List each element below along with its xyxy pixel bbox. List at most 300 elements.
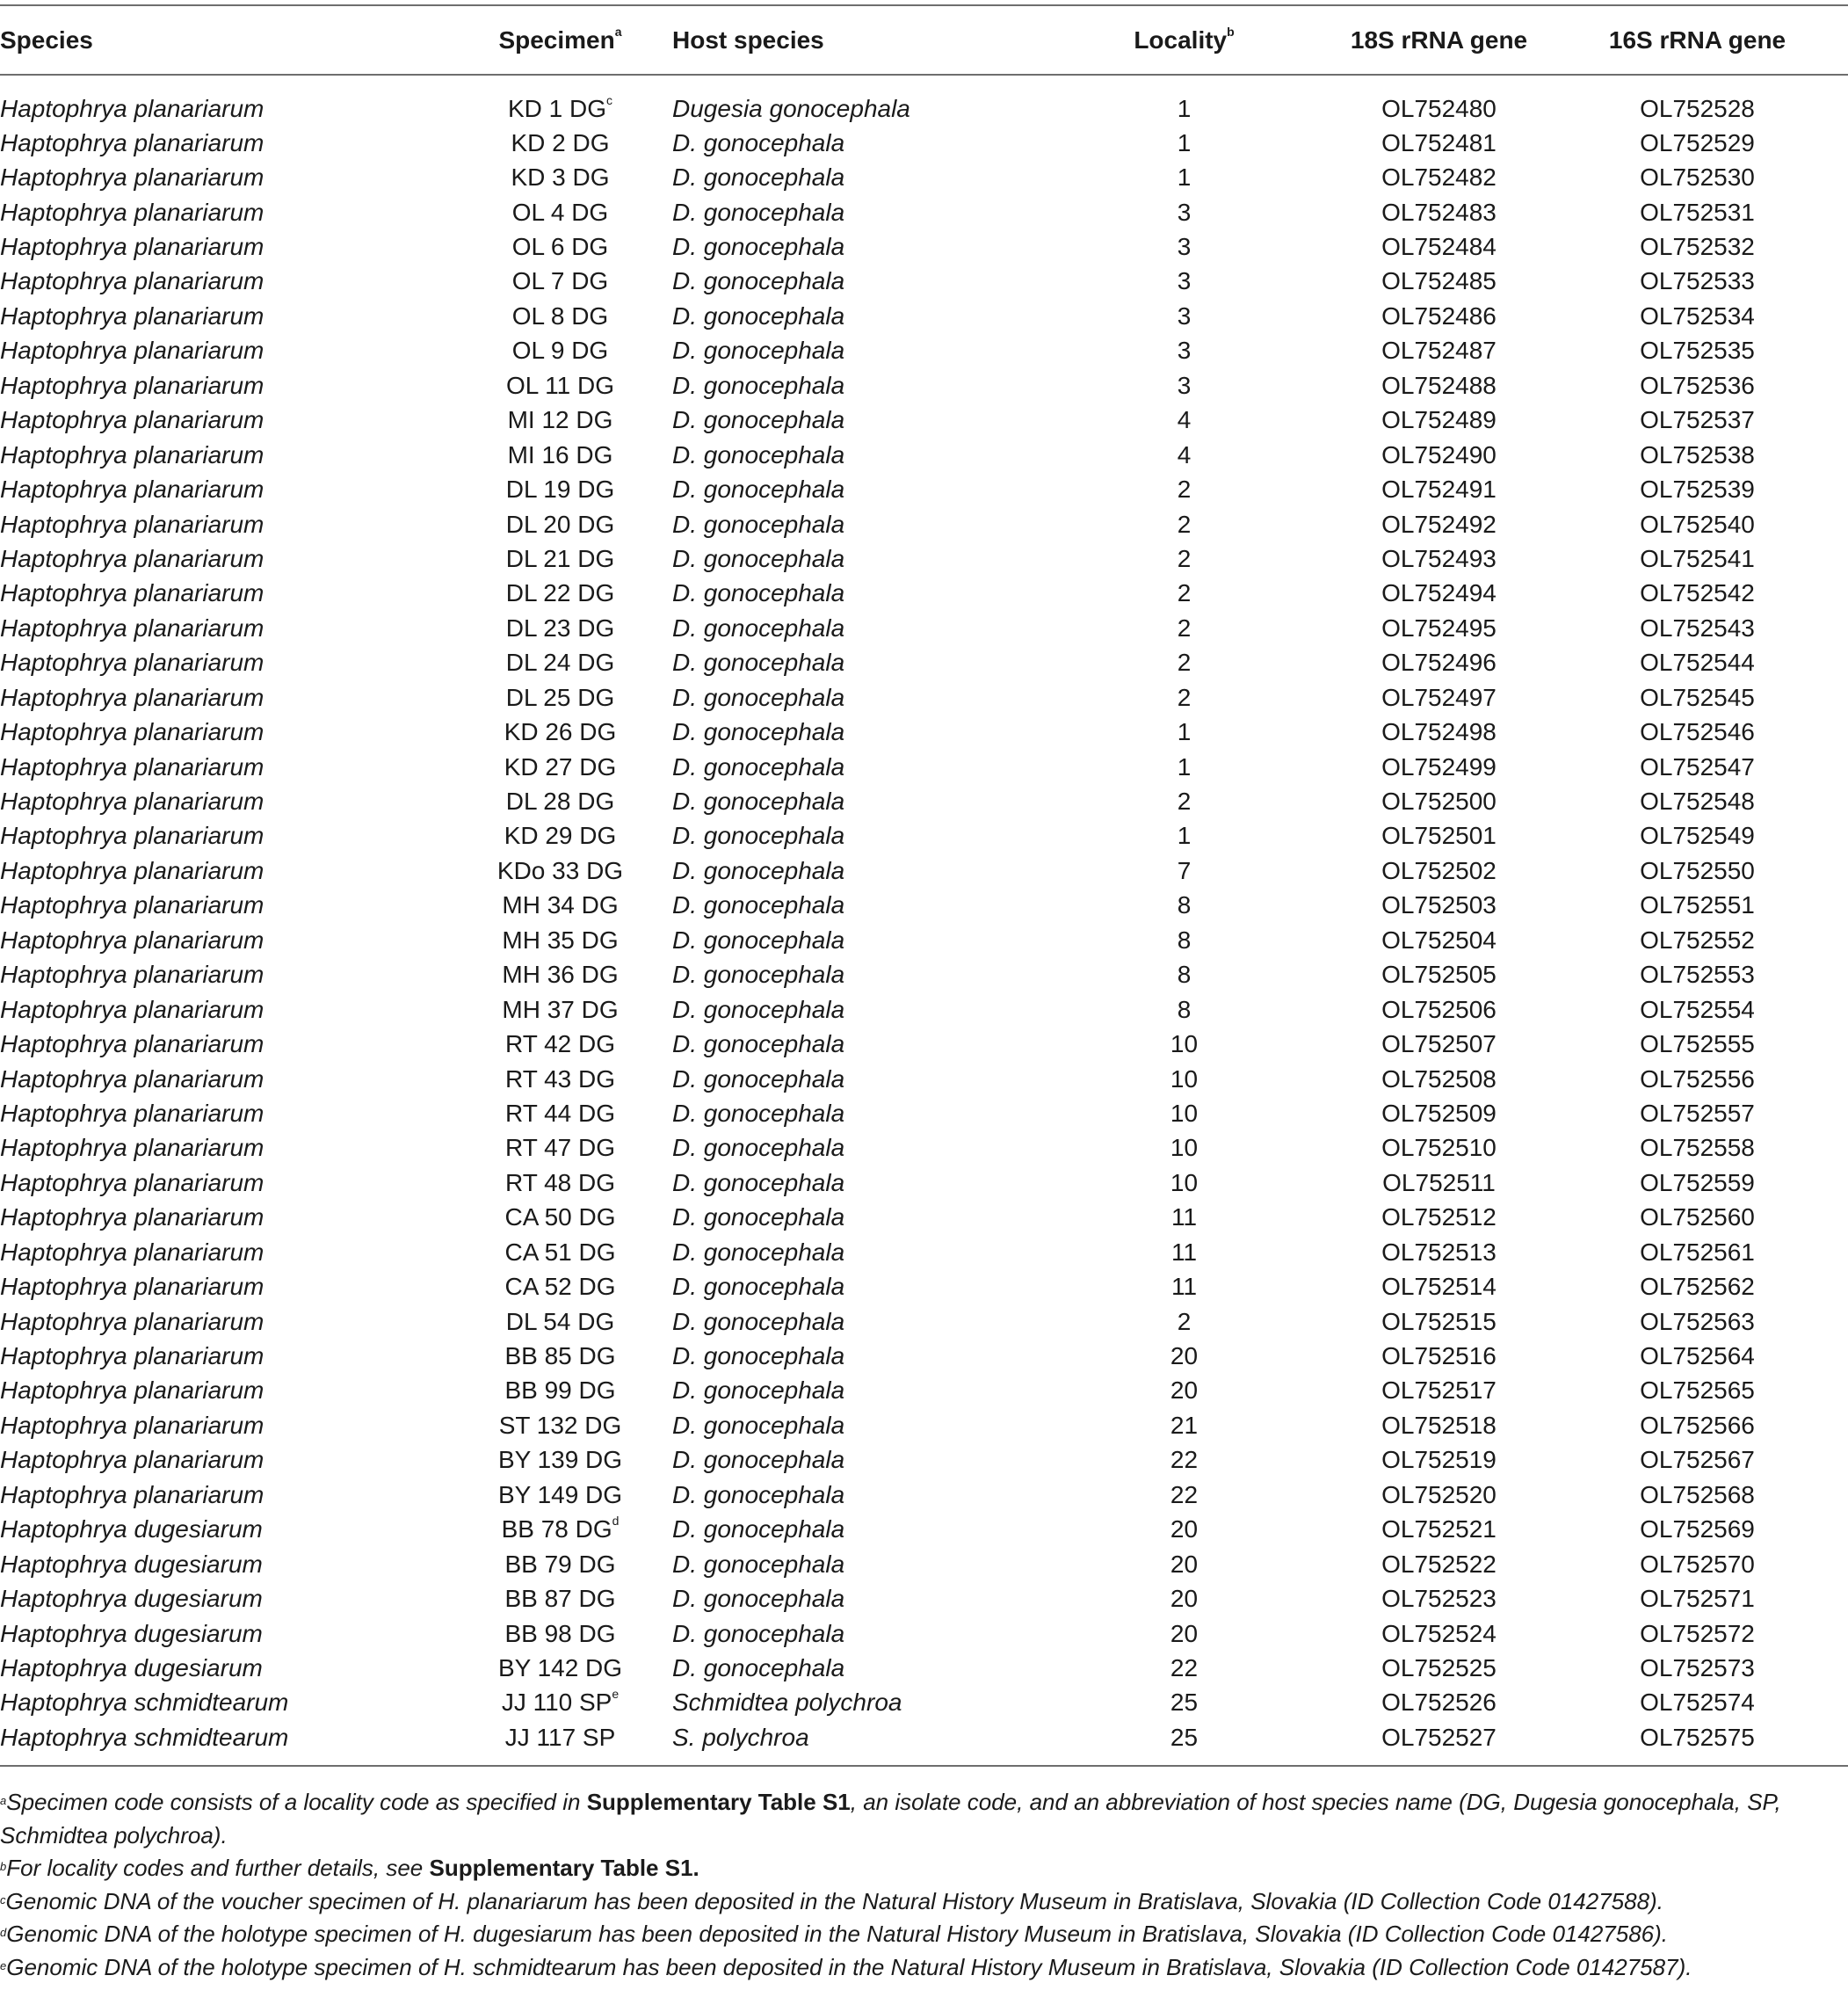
cell-host-species-text: D. gonocephala <box>672 579 845 607</box>
cell-species <box>0 126 448 160</box>
cell-specimen <box>448 1201 672 1235</box>
cell-species-text: Haptophrya planariarum <box>0 1411 265 1439</box>
cell-locality-text: 1 <box>1177 163 1192 192</box>
table-row <box>0 1096 1848 1130</box>
cell-species-text: Haptophrya dugesiarum <box>0 1515 263 1543</box>
cell-18s-accession-text: OL752493 <box>1381 544 1497 572</box>
cell-species-text: Haptophrya planariarum <box>0 1064 265 1093</box>
cell-18s-accession <box>1331 126 1547 160</box>
cell-species-text: Haptophrya planariarum <box>0 233 265 261</box>
footnote-text: Genomic DNA of the holotype specimen of H. schmidtearum has been deposited in the Natural History Museum in Bratislava, Slovakia (ID Collection Code 01427587). <box>6 1953 1692 1980</box>
cell-host-species-text: D. gonocephala <box>672 163 845 192</box>
cell-locality-text: 2 <box>1177 788 1192 816</box>
cell-18s-accession-text: OL752518 <box>1381 1411 1497 1439</box>
cell-host-species-text: D. gonocephala <box>672 1168 845 1196</box>
cell-16s-accession-text: OL752554 <box>1640 995 1755 1023</box>
cell-locality <box>1037 1651 1331 1685</box>
cell-host-species-text: D. gonocephala <box>672 995 845 1023</box>
cell-specimen-text: MI 16 DG <box>507 440 613 468</box>
cell-locality <box>1037 541 1331 576</box>
cell-18s-accession <box>1331 992 1547 1027</box>
cell-host-species <box>672 1339 1037 1373</box>
cell-16s-accession <box>1547 1513 1848 1547</box>
cell-specimen-text: CA 50 DG <box>504 1203 616 1231</box>
cell-host-species <box>672 853 1037 888</box>
cell-species-text: Haptophrya planariarum <box>0 718 265 746</box>
cell-specimen-text: DL 22 DG <box>505 579 615 607</box>
cell-locality <box>1037 1096 1331 1130</box>
cell-specimen <box>448 577 672 611</box>
cell-host-species-text: D. gonocephala <box>672 371 845 399</box>
cell-18s-accession-text: OL752513 <box>1381 1238 1497 1266</box>
cell-18s-accession-text: OL752482 <box>1381 163 1497 192</box>
cell-species-text: Haptophrya planariarum <box>0 440 265 468</box>
cell-specimen <box>448 75 672 126</box>
header-specimen-footnote-mark: a <box>614 24 622 39</box>
cell-18s-accession-text: OL752507 <box>1381 1030 1497 1058</box>
cell-locality-text: 2 <box>1177 476 1192 504</box>
cell-locality <box>1037 438 1331 472</box>
table-row <box>0 1581 1848 1616</box>
cell-specimen <box>448 1235 672 1269</box>
cell-specimen-text: CA 51 DG <box>504 1238 616 1266</box>
cell-18s-accession <box>1331 1062 1547 1096</box>
table-row <box>0 160 1848 194</box>
cell-locality-text: 4 <box>1177 440 1192 468</box>
cell-18s-accession <box>1331 853 1547 888</box>
table-row <box>0 1547 1848 1581</box>
table-row <box>0 1443 1848 1478</box>
cell-locality <box>1037 1478 1331 1512</box>
cell-18s-accession-text: OL752524 <box>1381 1619 1497 1647</box>
cell-host-species-text: Schmidtea polychroa <box>672 1689 902 1717</box>
cell-host-species-text: Dugesia gonocephala <box>672 95 910 122</box>
cell-specimen <box>448 160 672 194</box>
cell-species <box>0 1408 448 1442</box>
cell-16s-accession-text: OL752562 <box>1640 1273 1755 1301</box>
cell-locality <box>1037 195 1331 229</box>
cell-18s-accession-text: OL752523 <box>1381 1585 1497 1613</box>
cell-species <box>0 923 448 957</box>
cell-species-text: Haptophrya planariarum <box>0 961 265 989</box>
cell-18s-accession-text: OL752504 <box>1381 926 1497 954</box>
table-row <box>0 992 1848 1027</box>
header-species-label: Species <box>0 25 93 54</box>
specimen-footnote-mark: e <box>612 1687 620 1702</box>
cell-species-text: Haptophrya planariarum <box>0 544 265 572</box>
cell-16s-accession-text: OL752566 <box>1640 1411 1755 1439</box>
cell-species-text: Haptophrya planariarum <box>0 267 265 295</box>
table-row <box>0 646 1848 680</box>
cell-18s-accession <box>1331 1547 1547 1581</box>
cell-16s-accession-text: OL752538 <box>1640 440 1755 468</box>
cell-16s-accession-text: OL752573 <box>1640 1653 1755 1681</box>
cell-locality-text: 3 <box>1177 337 1192 365</box>
cell-16s-accession-text: OL752557 <box>1640 1099 1755 1127</box>
cell-specimen <box>448 611 672 645</box>
cell-specimen-text: BY 142 DG <box>497 1653 623 1681</box>
table-row <box>0 229 1848 264</box>
cell-specimen <box>448 1304 672 1339</box>
cell-18s-accession <box>1331 1304 1547 1339</box>
cell-18s-accession-text: OL752503 <box>1381 891 1497 919</box>
cell-species-text: Haptophrya planariarum <box>0 995 265 1023</box>
cell-host-species <box>672 403 1037 438</box>
cell-18s-accession <box>1331 195 1547 229</box>
cell-host-species <box>672 1616 1037 1651</box>
cell-18s-accession-text: OL752496 <box>1381 649 1497 677</box>
cell-16s-accession-text: OL752540 <box>1640 510 1755 538</box>
cell-16s-accession-text: OL752528 <box>1640 95 1755 122</box>
cell-locality <box>1037 299 1331 333</box>
cell-16s-accession <box>1547 368 1848 403</box>
header-16s-label: 16S rRNA gene <box>1608 25 1786 54</box>
cell-species <box>0 715 448 749</box>
cell-locality <box>1037 784 1331 818</box>
cell-host-species <box>672 1166 1037 1200</box>
table-row <box>0 1651 1848 1685</box>
cell-specimen <box>448 1096 672 1130</box>
cell-18s-accession-text: OL752505 <box>1381 961 1497 989</box>
cell-16s-accession-text: OL752529 <box>1640 128 1755 156</box>
cell-16s-accession <box>1547 126 1848 160</box>
specimen-footnote-mark: d <box>612 1514 620 1529</box>
cell-host-species <box>672 646 1037 680</box>
cell-18s-accession <box>1331 611 1547 645</box>
cell-18s-accession <box>1331 1443 1547 1478</box>
cell-species-text: Haptophrya planariarum <box>0 301 265 330</box>
cell-locality <box>1037 1062 1331 1096</box>
footnote-text: Genomic DNA of the holotype specimen of H. dugesiarum has been deposited in the Natural History Museum in Bratislava, Slovakia (ID Collection Code 01427586). <box>6 1921 1669 1947</box>
table-row <box>0 1686 1848 1720</box>
cell-16s-accession-text: OL752552 <box>1640 926 1755 954</box>
cell-locality-text: 10 <box>1170 1064 1199 1093</box>
cell-species <box>0 784 448 818</box>
cell-locality <box>1037 958 1331 992</box>
cell-16s-accession-text: OL752535 <box>1640 337 1755 365</box>
cell-host-species-text: D. gonocephala <box>672 406 845 434</box>
cell-species <box>0 75 448 126</box>
cell-locality <box>1037 680 1331 715</box>
cell-species <box>0 1686 448 1720</box>
cell-16s-accession <box>1547 265 1848 299</box>
cell-locality-text: 1 <box>1177 752 1192 781</box>
cell-locality <box>1037 923 1331 957</box>
cell-locality-text: 20 <box>1170 1342 1199 1370</box>
cell-locality-text: 25 <box>1170 1689 1199 1717</box>
cell-specimen <box>448 403 672 438</box>
cell-16s-accession <box>1547 1581 1848 1616</box>
cell-18s-accession-text: OL752499 <box>1381 752 1497 781</box>
cell-locality <box>1037 1166 1331 1200</box>
cell-specimen-text: MH 34 DG <box>502 891 619 919</box>
cell-locality <box>1037 819 1331 853</box>
cell-locality-text: 8 <box>1177 926 1192 954</box>
header-host-label: Host species <box>672 25 824 54</box>
cell-18s-accession <box>1331 1096 1547 1130</box>
cell-locality-text: 2 <box>1177 579 1192 607</box>
table-body <box>0 75 1848 1766</box>
cell-18s-accession-text: OL752487 <box>1381 337 1497 365</box>
cell-host-species-text: D. gonocephala <box>672 198 845 226</box>
cell-16s-accession-text: OL752542 <box>1640 579 1755 607</box>
cell-18s-accession-text: OL752514 <box>1381 1273 1497 1301</box>
cell-locality <box>1037 577 1331 611</box>
cell-specimen-text: KD 1 DG <box>507 95 607 122</box>
cell-16s-accession <box>1547 1027 1848 1061</box>
cell-species <box>0 1720 448 1766</box>
cell-species-text: Haptophrya planariarum <box>0 1376 265 1405</box>
table-row <box>0 472 1848 506</box>
cell-18s-accession <box>1331 1686 1547 1720</box>
cell-specimen-text: DL 54 DG <box>505 1307 615 1335</box>
cell-16s-accession-text: OL752560 <box>1640 1203 1755 1231</box>
cell-locality <box>1037 1374 1331 1408</box>
cell-16s-accession-text: OL752564 <box>1640 1342 1755 1370</box>
cell-18s-accession <box>1331 75 1547 126</box>
cell-18s-accession <box>1331 438 1547 472</box>
cell-specimen-text: MH 36 DG <box>502 961 619 989</box>
table-footnotes <box>0 1786 1837 1984</box>
cell-host-species <box>672 1304 1037 1339</box>
cell-16s-accession <box>1547 784 1848 818</box>
table-row <box>0 265 1848 299</box>
cell-host-species-text: D. gonocephala <box>672 752 845 781</box>
cell-species-text: Haptophrya planariarum <box>0 752 265 781</box>
cell-locality <box>1037 1547 1331 1581</box>
cell-18s-accession <box>1331 750 1547 784</box>
cell-host-species-text: D. gonocephala <box>672 1585 845 1613</box>
cell-species <box>0 1513 448 1547</box>
cell-specimen <box>448 368 672 403</box>
cell-16s-accession-text: OL752567 <box>1640 1446 1755 1474</box>
cell-species-text: Haptophrya schmidtearum <box>0 1689 289 1717</box>
cell-host-species <box>672 75 1037 126</box>
cell-16s-accession <box>1547 195 1848 229</box>
cell-species <box>0 265 448 299</box>
cell-specimen <box>448 1408 672 1442</box>
cell-16s-accession <box>1547 750 1848 784</box>
cell-specimen <box>448 1339 672 1373</box>
cell-18s-accession-text: OL752506 <box>1381 995 1497 1023</box>
table-row <box>0 1478 1848 1512</box>
cell-host-species <box>672 507 1037 541</box>
cell-16s-accession-text: OL752561 <box>1640 1238 1755 1266</box>
cell-species-text: Haptophrya planariarum <box>0 1030 265 1058</box>
cell-16s-accession <box>1547 403 1848 438</box>
cell-locality-text: 10 <box>1170 1099 1199 1127</box>
cell-16s-accession <box>1547 1720 1848 1766</box>
cell-host-species-text: D. gonocephala <box>672 856 845 884</box>
cell-host-species-text: D. gonocephala <box>672 718 845 746</box>
cell-species <box>0 1478 448 1512</box>
cell-species <box>0 1096 448 1130</box>
cell-16s-accession <box>1547 1304 1848 1339</box>
cell-18s-accession <box>1331 334 1547 368</box>
cell-locality-text: 10 <box>1170 1030 1199 1058</box>
cell-locality-text: 1 <box>1177 95 1192 122</box>
cell-host-species <box>672 1478 1037 1512</box>
cell-locality <box>1037 1443 1331 1478</box>
cell-species-text: Haptophrya planariarum <box>0 891 265 919</box>
cell-host-species-text: D. gonocephala <box>672 788 845 816</box>
cell-16s-accession <box>1547 1547 1848 1581</box>
cell-18s-accession-text: OL752525 <box>1381 1653 1497 1681</box>
cell-16s-accession-text: OL752531 <box>1640 198 1755 226</box>
table-row <box>0 507 1848 541</box>
table-row <box>0 577 1848 611</box>
cell-locality <box>1037 1581 1331 1616</box>
cell-locality <box>1037 368 1331 403</box>
cell-species <box>0 889 448 923</box>
cell-species-text: Haptophrya planariarum <box>0 1134 265 1162</box>
cell-host-species <box>672 265 1037 299</box>
cell-16s-accession-text: OL752575 <box>1640 1723 1755 1751</box>
cell-specimen-text: OL 6 DG <box>511 233 609 261</box>
cell-specimen-text: KDo 33 DG <box>496 856 624 884</box>
cell-16s-accession-text: OL752555 <box>1640 1030 1755 1058</box>
cell-16s-accession-text: OL752546 <box>1640 718 1755 746</box>
footnote-mark: a <box>0 1794 7 1807</box>
table-row <box>0 1304 1848 1339</box>
table-row <box>0 1339 1848 1373</box>
cell-species-text: Haptophrya planariarum <box>0 406 265 434</box>
cell-16s-accession-text: OL752534 <box>1640 301 1755 330</box>
cell-specimen-text: DL 19 DG <box>505 476 615 504</box>
cell-locality-text: 11 <box>1170 1273 1198 1301</box>
header-18s-gene <box>1331 5 1547 75</box>
footnote-text: Specimen code consists of a locality code as specified in <box>6 1789 587 1815</box>
cell-host-species <box>672 1096 1037 1130</box>
cell-host-species <box>672 784 1037 818</box>
table-row <box>0 958 1848 992</box>
cell-species <box>0 1651 448 1685</box>
cell-host-species <box>672 541 1037 576</box>
cell-specimen <box>448 472 672 506</box>
cell-species-text: Haptophrya planariarum <box>0 1238 265 1266</box>
cell-specimen-text: KD 29 DG <box>504 822 617 850</box>
cell-species-text: Haptophrya planariarum <box>0 1307 265 1335</box>
cell-specimen-text: OL 4 DG <box>511 198 609 226</box>
cell-16s-accession-text: OL752536 <box>1640 371 1755 399</box>
cell-specimen <box>448 1131 672 1166</box>
table-row <box>0 1027 1848 1061</box>
cell-species-text: Haptophrya planariarum <box>0 95 265 122</box>
footnote-reference: Supplementary Table S1 <box>429 1855 693 1881</box>
table-row <box>0 1513 1848 1547</box>
cell-specimen-text: BB 79 DG <box>504 1550 616 1578</box>
cell-specimen <box>448 1478 672 1512</box>
cell-specimen-text: DL 28 DG <box>505 788 615 816</box>
cell-locality <box>1037 1201 1331 1235</box>
cell-18s-accession-text: OL752519 <box>1381 1446 1497 1474</box>
cell-16s-accession-text: OL752565 <box>1640 1376 1755 1405</box>
cell-18s-accession <box>1331 265 1547 299</box>
cell-16s-accession <box>1547 1235 1848 1269</box>
cell-locality <box>1037 853 1331 888</box>
cell-specimen-text: MI 12 DG <box>507 406 613 434</box>
cell-locality <box>1037 403 1331 438</box>
cell-locality <box>1037 1304 1331 1339</box>
table-row <box>0 1408 1848 1442</box>
cell-specimen <box>448 541 672 576</box>
cell-18s-accession <box>1331 403 1547 438</box>
cell-18s-accession-text: OL752511 <box>1382 1168 1496 1196</box>
table-row <box>0 438 1848 472</box>
footnote <box>0 1852 1837 1885</box>
cell-host-species-text: D. gonocephala <box>672 1307 845 1335</box>
cell-species <box>0 646 448 680</box>
cell-species <box>0 1581 448 1616</box>
footnote-mark: e <box>0 1958 7 1972</box>
table-row <box>0 75 1848 126</box>
cell-species <box>0 438 448 472</box>
cell-18s-accession <box>1331 784 1547 818</box>
cell-18s-accession <box>1331 889 1547 923</box>
cell-host-species <box>672 334 1037 368</box>
cell-18s-accession <box>1331 646 1547 680</box>
cell-16s-accession <box>1547 1166 1848 1200</box>
cell-16s-accession <box>1547 1686 1848 1720</box>
cell-species <box>0 1616 448 1651</box>
cell-16s-accession-text: OL752570 <box>1640 1550 1755 1578</box>
cell-specimen <box>448 1513 672 1547</box>
cell-host-species-text: D. gonocephala <box>672 1030 845 1058</box>
cell-species-text: Haptophrya planariarum <box>0 371 265 399</box>
cell-locality-text: 3 <box>1177 371 1192 399</box>
table-row <box>0 1616 1848 1651</box>
cell-host-species <box>672 1513 1037 1547</box>
cell-16s-accession <box>1547 715 1848 749</box>
cell-host-species <box>672 126 1037 160</box>
cell-species <box>0 1304 448 1339</box>
cell-species <box>0 368 448 403</box>
cell-species-text: Haptophrya planariarum <box>0 614 265 642</box>
cell-species <box>0 472 448 506</box>
cell-18s-accession <box>1331 1374 1547 1408</box>
cell-locality <box>1037 229 1331 264</box>
cell-specimen-text: KD 27 DG <box>504 752 617 781</box>
cell-host-species-text: D. gonocephala <box>672 683 845 711</box>
cell-18s-accession-text: OL752502 <box>1381 856 1497 884</box>
cell-locality <box>1037 160 1331 194</box>
cell-16s-accession-text: OL752551 <box>1640 891 1755 919</box>
cell-host-species-text: D. gonocephala <box>672 1273 845 1301</box>
cell-16s-accession <box>1547 1408 1848 1442</box>
cell-host-species-text: D. gonocephala <box>672 614 845 642</box>
cell-16s-accession-text: OL752550 <box>1640 856 1755 884</box>
cell-18s-accession <box>1331 1651 1547 1685</box>
cell-specimen-text: RT 43 DG <box>504 1064 615 1093</box>
cell-specimen-text: KD 3 DG <box>511 163 610 192</box>
cell-species-text: Haptophrya dugesiarum <box>0 1585 263 1613</box>
cell-16s-accession-text: OL752568 <box>1640 1480 1755 1508</box>
cell-16s-accession <box>1547 299 1848 333</box>
cell-species <box>0 750 448 784</box>
cell-species <box>0 299 448 333</box>
cell-16s-accession <box>1547 507 1848 541</box>
cell-18s-accession <box>1331 1478 1547 1512</box>
cell-18s-accession <box>1331 1027 1547 1061</box>
cell-16s-accession-text: OL752547 <box>1640 752 1755 781</box>
cell-locality-text: 4 <box>1177 406 1192 434</box>
cell-locality <box>1037 126 1331 160</box>
cell-16s-accession <box>1547 646 1848 680</box>
cell-16s-accession <box>1547 334 1848 368</box>
cell-locality-text: 3 <box>1177 301 1192 330</box>
cell-18s-accession-text: OL752510 <box>1381 1134 1497 1162</box>
cell-18s-accession <box>1331 1513 1547 1547</box>
